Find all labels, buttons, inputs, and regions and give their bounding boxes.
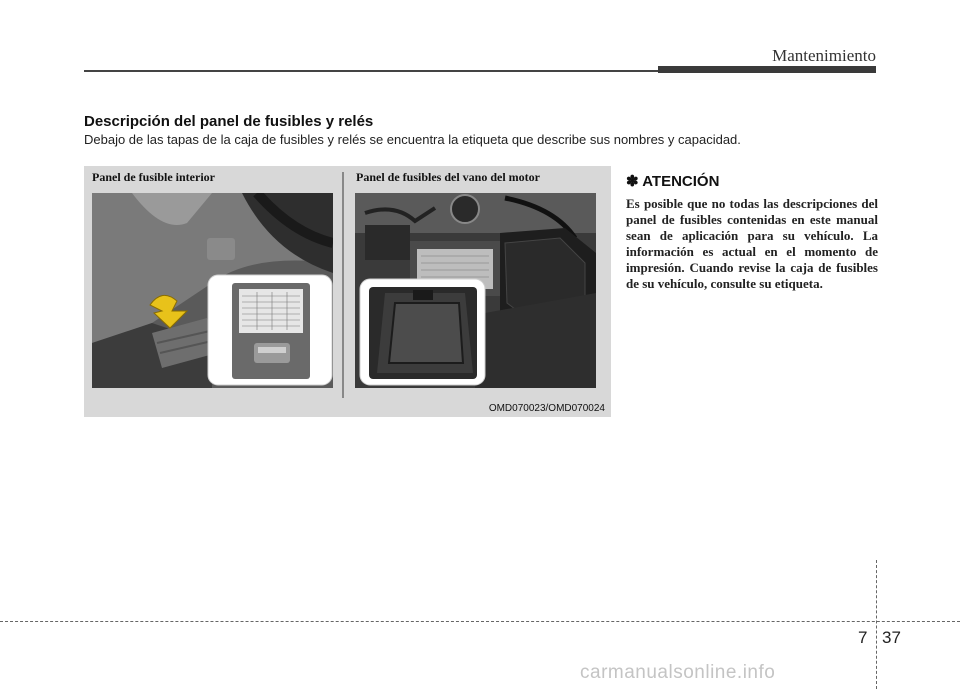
attention-body: Es posible que no todas las descripciones del panel de fusibles contenidas en este manual sean de aplicación para su vehículo. La información es actual en el momento de impresión. Cuando revise la caja de fusibles de su vehículo, consulte su etiqueta. <box>626 196 878 291</box>
running-header-title: Mantenimiento <box>772 46 876 65</box>
left-photo-label: Panel de fusible interior <box>92 170 215 184</box>
interior-fuse-panel-photo <box>92 193 333 388</box>
footer-dashed-divider <box>876 560 877 689</box>
footer-dashed-rule <box>0 621 960 622</box>
attention-symbol-icon: ✽ <box>626 173 639 190</box>
right-photo-label: Panel de fusibles del vano del motor <box>356 170 541 184</box>
section-description: Debajo de las tapas de la caja de fusibles y relés se encuentra la etiqueta que describe sus nombres y capacidad. <box>84 132 741 147</box>
watermark-link[interactable]: carmanualsonline.info <box>580 662 776 683</box>
page-chapter: 7 <box>858 628 868 647</box>
attention-title <box>626 172 719 190</box>
attention-title-text: ATENCIÓN <box>642 173 720 190</box>
figure-code: OMD070023/OMD070024 <box>488 403 605 414</box>
panel-divider <box>342 172 344 398</box>
engine-fuse-panel-photo <box>355 193 596 388</box>
header-bar <box>658 66 876 73</box>
figure-panel <box>84 166 611 417</box>
section-title: Descripción del panel de fusibles y relés <box>84 113 374 130</box>
page-number: 37 <box>882 628 901 647</box>
